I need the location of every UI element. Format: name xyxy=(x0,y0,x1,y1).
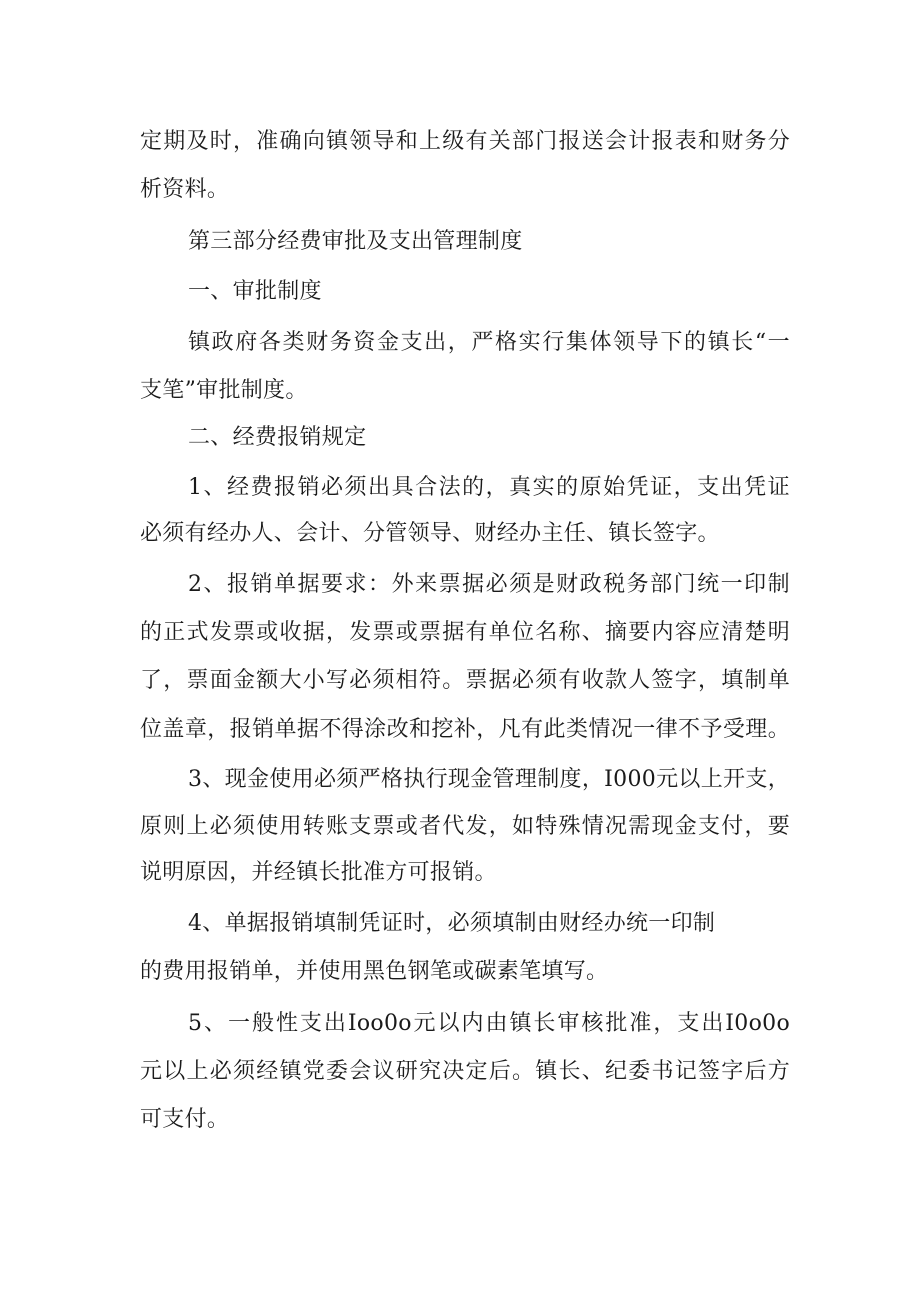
text-line-12: 了，票面金额大小写必须相符。票据必须有收款人签字，填制单 xyxy=(140,668,790,693)
text-line-13: 位盖章，报销单据不得涂改和挖补，凡有此类情况一律不予受理。 xyxy=(140,717,790,742)
text-line-16: 说明原因，并经镇长批准方可报销。 xyxy=(140,860,497,885)
text-line-20: 元以上必须经镇党委会议研究决定后。镇长、纪委书记签字后方 xyxy=(140,1059,790,1084)
subsection-heading-reimbursement: 二、经费报销规定 xyxy=(188,425,367,450)
subsection-heading-approval: 一、审批制度 xyxy=(188,279,322,304)
text-line-5: 镇政府各类财务资金支出，严格实行集体领导下的镇长“一 xyxy=(188,330,790,355)
text-line-11: 的正式发票或收据，发票或票据有单位名称、摘要内容应清楚明 xyxy=(140,620,790,645)
text-line-21: 可支付。 xyxy=(140,1107,230,1132)
text-line-19: 5、一般性支出Ioo0o元以内由镇长审核批准，支出I0o0o xyxy=(188,1011,790,1036)
text-line-14: 3、现金使用必须严格执行现金管理制度，I000元以上开支， xyxy=(188,767,790,792)
text-line-8: 1、经费报销必须出具合法的，真实的原始凭证，支出凭证 xyxy=(188,475,790,500)
text-line-17: 4、单据报销填制凭证时，必须填制由财经办统一印制 xyxy=(188,911,716,936)
text-line-15: 原则上必须使用转账支票或者代发，如特殊情况需现金支付，要 xyxy=(140,814,790,839)
text-line-2: 析资料。 xyxy=(140,177,230,202)
text-line-6: 支笔”审批制度。 xyxy=(140,378,308,403)
section-title: 第三部分经费审批及支出管理制度 xyxy=(188,229,523,254)
text-line-18: 的费用报销单，并使用黑色钢笔或碳素笔填写。 xyxy=(140,959,609,984)
text-line-10: 2、报销单据要求：外来票据必须是财政税务部门统一印制 xyxy=(188,572,790,597)
text-line-1: 定期及时，准确向镇领导和上级有关部门报送会计报表和财务分 xyxy=(140,129,790,154)
text-line-9: 必须有经办人、会计、分管领导、财经办主任、镇长签字。 xyxy=(140,521,720,546)
